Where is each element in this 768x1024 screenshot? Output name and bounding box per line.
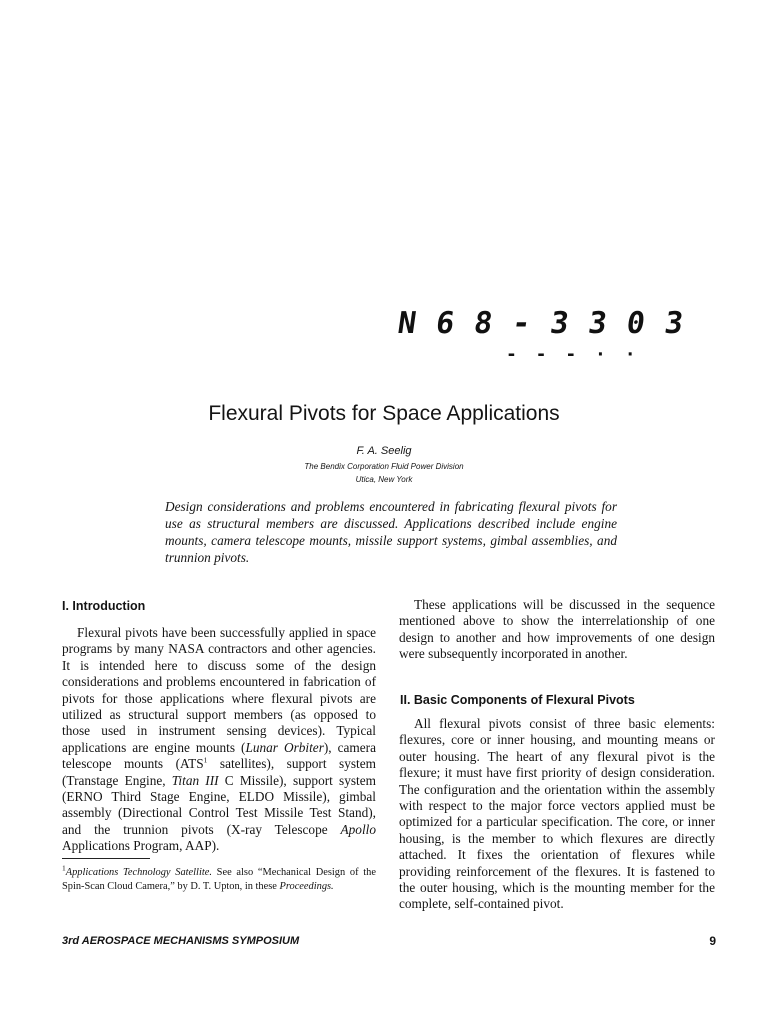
footnote-divider <box>62 858 150 859</box>
symposium-footer: 3rd AEROSPACE MECHANISMS SYMPOSIUM <box>62 935 300 947</box>
page-number: 9 <box>709 934 716 948</box>
footnote: $^1$Applications Technology Satellite. See also “Mechanical Design of the Spin-Scan Cloud Camera,” by D. T. Upton, in these Proceedings. <box>62 863 376 893</box>
stamp-marks: - - - · · <box>506 344 640 365</box>
document-accession-stamp <box>395 300 687 370</box>
author-affiliation: The Bendix Corporation Fluid Power Division <box>304 462 464 471</box>
author-location: Utica, New York <box>355 475 413 484</box>
basic-components-paragraph: All flexural pivots consist of three basic elements: flexures, core or inner housing, and mounting means or outer housing. The heart of any flexural pivot is the flexure; it must have first priority of design consideration. The configuration and the orientation within the assembly with respect to the major force vectors applied must be optimized for a particular specification. The core, or inner housing, is the member to which flexures are directly attached. It fixes the orientation of flexures while providing reinforcement of the flexures. It is fastened to the outer housing, which is the mounting member for the complete, self-contained pivot. <box>399 716 715 912</box>
paper-title: Flexural Pivots for Space Applications <box>208 402 560 425</box>
introduction-paragraph-continued: These applications will be discussed in the sequence mentioned above to show the interrelationship of one design to another and how improvements of one design were subsequently incorporated in another. <box>399 597 715 662</box>
section-heading-basic-components: II. Basic Components of Flexural Pivots <box>400 693 635 707</box>
abstract: Design considerations and problems encountered in fabricating flexural pivots for use as structural members are discussed. Applications described include engine mounts, camera telescope mounts, missile support systems, gimbal assemblies, and trunnion pivots. <box>165 499 617 565</box>
footnote-ref: 1 <box>203 755 208 765</box>
introduction-paragraph: Flexural pivots have been successfully applied in space programs by many NASA contractors and other agencies. It is intended here to discuss some of the design considerations and problems encountered in fabrication of pivots for those applications where flexural pivots are utilized as structural support members (as opposed to those used in instrument sensing devices). Typical applications are engine mounts (Lunar Orbiter), camera telescope mounts (ATS$^1$ satellites), support system (Transtage Engine, Titan III C Missile), support system (ERNO Third Stage Engine, ELDO Missile), gimbal assembly (Directional Control Test Missile Test Stand), and the trunnion pivots (X-ray Telescope Apollo Applications Program, AAP). <box>62 625 376 854</box>
author-name: F. A. Seelig <box>356 445 412 457</box>
stamp-number: N 6 8 - 3 3 0 3 <box>395 306 687 341</box>
section-heading-introduction: I. Introduction <box>62 599 146 613</box>
